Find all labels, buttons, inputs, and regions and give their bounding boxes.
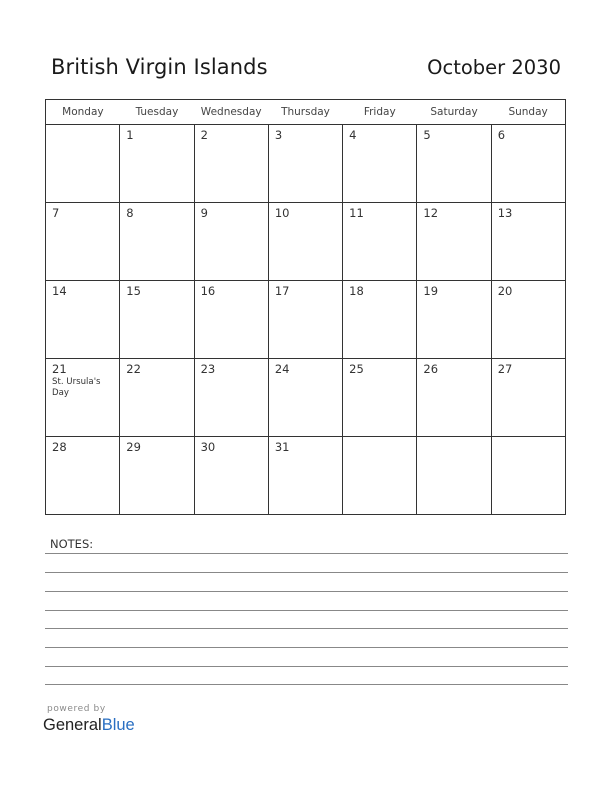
day-cell: [120, 125, 194, 203]
day-number: [343, 437, 416, 440]
day-cell: [417, 281, 491, 359]
day-number: 22: [126, 362, 141, 376]
notes-line: [45, 684, 568, 685]
week-row: [46, 203, 566, 281]
powered-by-text: powered by: [47, 704, 106, 714]
day-cell: [194, 203, 268, 281]
day-number: 2: [200, 128, 208, 142]
generalblue-logo: [43, 716, 135, 735]
day-number: 15: [126, 284, 141, 298]
week-row: [46, 125, 566, 203]
day-cell: [491, 359, 565, 437]
week-row: [46, 281, 566, 359]
day-cell: [194, 437, 268, 515]
day-number: 3: [274, 128, 283, 142]
day-number: 6: [497, 128, 506, 142]
day-cell: [120, 437, 194, 515]
day-cell: [194, 281, 268, 359]
day-cell: [268, 359, 342, 437]
day-number: 25: [349, 362, 364, 376]
day-cell: [343, 203, 417, 281]
day-number: 28: [52, 440, 67, 454]
day-number: 7: [52, 206, 60, 220]
day-number: 29: [126, 440, 141, 454]
day-number: 13: [497, 206, 513, 220]
day-cell: [343, 359, 417, 437]
logo-general: General: [43, 716, 102, 734]
notes-line: [45, 610, 568, 611]
day-cell: [491, 437, 565, 515]
day-cell: [268, 203, 342, 281]
day-number: [492, 437, 565, 440]
day-number: 19: [423, 284, 439, 298]
holiday-label: St. Ursula's Day: [52, 377, 101, 398]
day-number: 12: [423, 206, 439, 220]
day-cell: [120, 203, 194, 281]
day-number: 1: [126, 128, 134, 142]
day-cell: [491, 203, 565, 281]
day-cell: [417, 437, 491, 515]
day-cell: [120, 281, 194, 359]
weekday-monday: Monday: [46, 100, 120, 125]
day-number: 31: [274, 440, 290, 454]
notes-line: [45, 647, 568, 648]
day-number: 21: [52, 362, 67, 376]
day-cell: [46, 359, 120, 437]
calendar-grid: [45, 99, 566, 515]
notes-label: NOTES:: [50, 537, 94, 551]
day-number: [46, 125, 119, 128]
day-number: 8: [126, 206, 134, 220]
day-number: 27: [497, 362, 513, 376]
day-cell: [417, 203, 491, 281]
day-cell: [120, 359, 194, 437]
day-number: 18: [349, 284, 364, 298]
day-cell: [268, 125, 342, 203]
weekday-friday: Friday: [343, 100, 417, 125]
notes-line: [45, 628, 568, 629]
country-title: British Virgin Islands: [51, 55, 268, 79]
weekday-header-row: [46, 100, 566, 125]
day-cell: [491, 281, 565, 359]
day-cell: [268, 437, 342, 515]
day-number: 30: [200, 440, 216, 454]
week-row: [46, 359, 566, 437]
day-cell: [491, 125, 565, 203]
day-cell: [46, 281, 120, 359]
weekday-thursday: Thursday: [268, 100, 342, 125]
day-number: 16: [200, 284, 216, 298]
day-cell: [417, 125, 491, 203]
weekday-saturday: Saturday: [417, 100, 491, 125]
day-cell: [417, 359, 491, 437]
weekday-tuesday: Tuesday: [120, 100, 194, 125]
day-number: 20: [497, 284, 513, 298]
day-number: 4: [349, 128, 357, 142]
day-cell: [268, 281, 342, 359]
notes-line: [45, 572, 568, 573]
day-cell: [343, 281, 417, 359]
day-number: 5: [423, 128, 431, 142]
weekday-sunday: Sunday: [491, 100, 565, 125]
day-number: 10: [274, 206, 290, 220]
day-number: 23: [200, 362, 216, 376]
day-number: 11: [349, 206, 364, 220]
day-number: [417, 437, 490, 440]
week-row: [46, 437, 566, 515]
day-cell: [46, 125, 120, 203]
day-number: 24: [274, 362, 290, 376]
logo-blue: Blue: [101, 716, 135, 734]
month-year-title: October 2030: [427, 56, 561, 79]
day-number: 14: [52, 284, 67, 298]
notes-line: [45, 666, 568, 667]
day-number: 9: [200, 206, 208, 220]
day-cell: [194, 359, 268, 437]
day-cell: [46, 203, 120, 281]
day-cell: [194, 125, 268, 203]
day-number: 26: [423, 362, 439, 376]
weekday-wednesday: Wednesday: [194, 100, 268, 125]
day-cell: [343, 437, 417, 515]
day-number: 17: [274, 284, 290, 298]
day-cell: [46, 437, 120, 515]
notes-line: [45, 591, 568, 592]
day-cell: [343, 125, 417, 203]
notes-line: [45, 553, 568, 554]
